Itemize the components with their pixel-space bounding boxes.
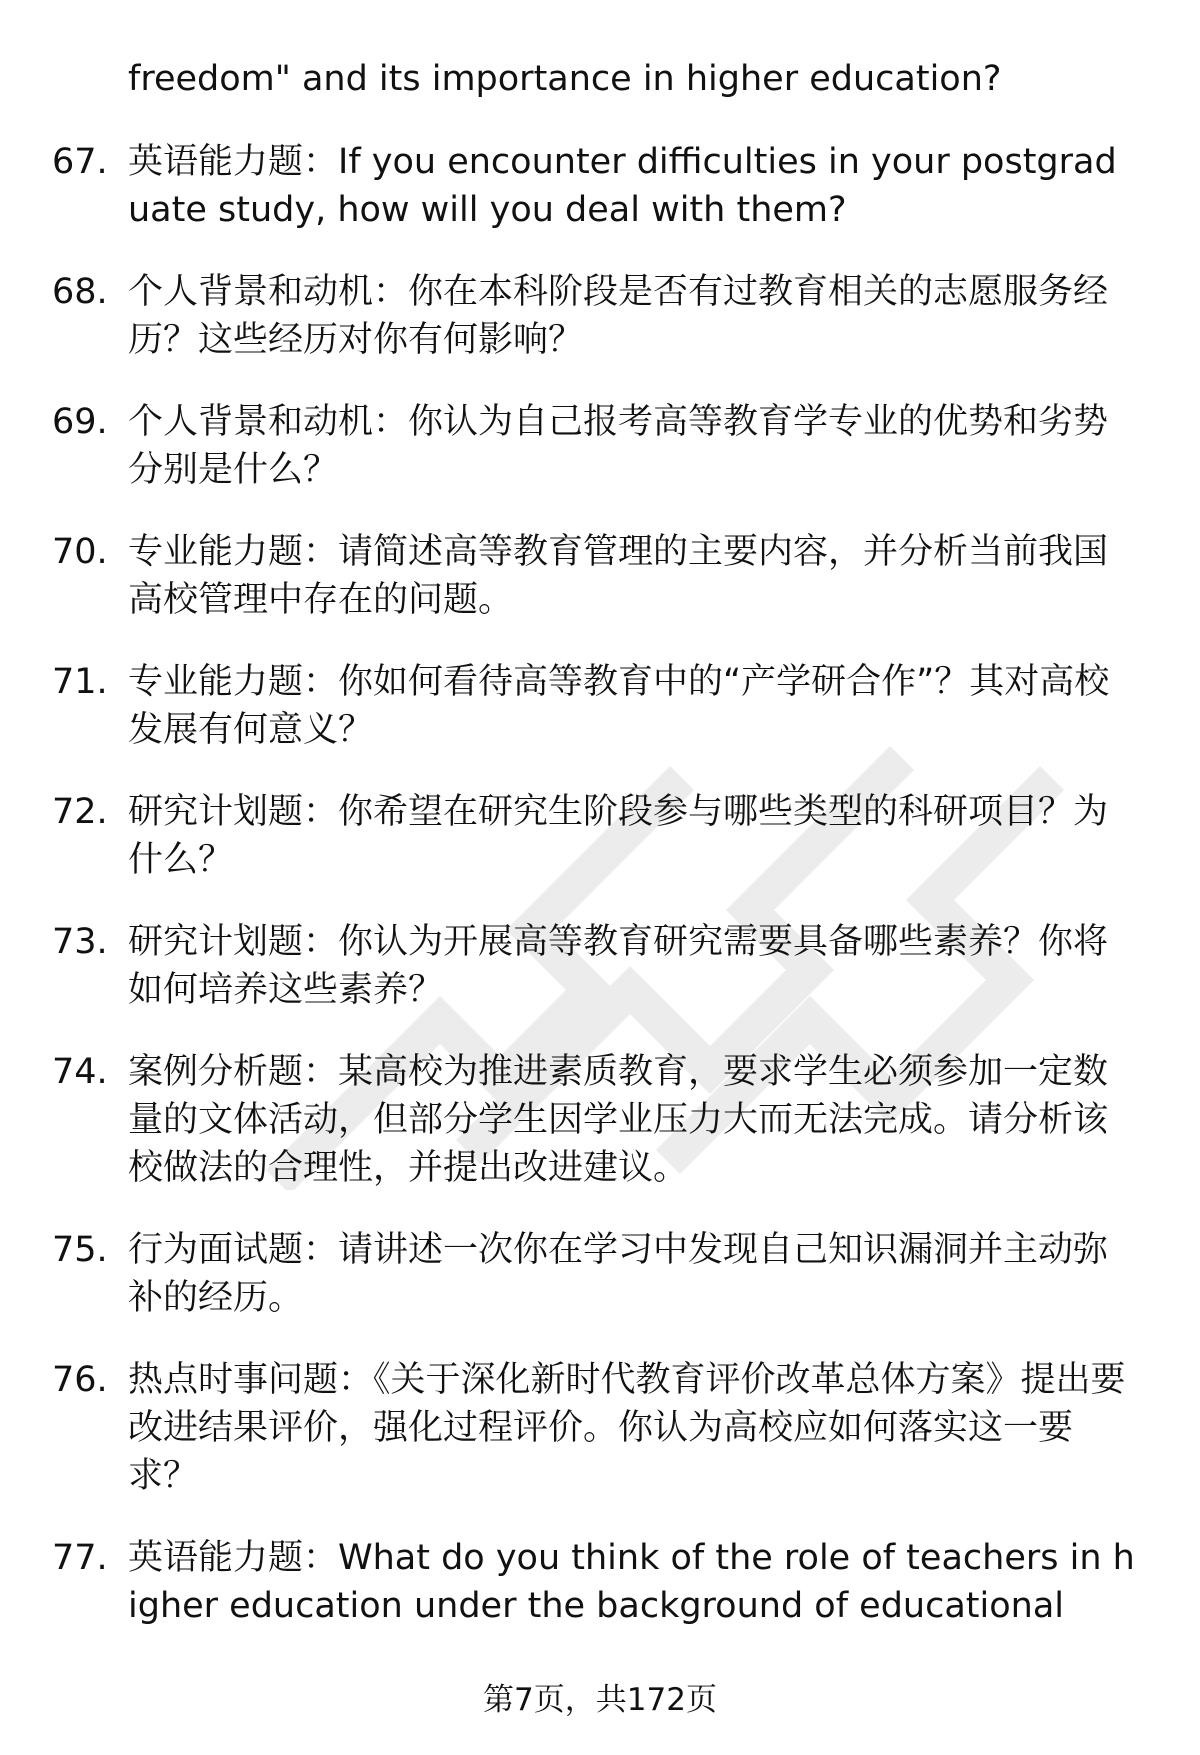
question-text: 研究计划题：你希望在研究生阶段参与哪些类型的科研项目？为什么？ (128, 792, 1109, 880)
question-item (0, 268, 1200, 364)
question-number: 69. (52, 402, 108, 442)
question-number: 70. (52, 532, 108, 572)
question-item (0, 138, 1200, 234)
continued-question-text: freedom" and its importance in higher education? (128, 59, 1002, 99)
question-number: 67. (52, 142, 108, 182)
question-item (0, 398, 1200, 494)
question-number: 77. (52, 1538, 108, 1578)
question-number: 72. (52, 792, 108, 832)
question-text: 案例分析题：某高校为推进素质教育，要求学生必须参加一定数量的文体活动，但部分学生因学业压力大而无法完成。请分析该校做法的合理性，并提出改进建议。 (128, 1052, 1109, 1188)
question-text: 热点时事问题：《关于深化新时代教育评价改革总体方案》提出要改进结果评价，强化过程评价。你认为高校应如何落实这一要求？ (128, 1360, 1126, 1496)
question-item (0, 1356, 1200, 1500)
question-item (0, 788, 1200, 884)
question-text: 专业能力题：你如何看待高等教育中的“产学研合作”？其对高校发展有何意义？ (128, 662, 1110, 750)
question-text: 英语能力题：What do you think of the role of teachers in higher education under the background of educational (128, 1538, 1135, 1626)
page-footer: 第7页，共172页 (483, 1682, 717, 1718)
question-number: 75. (52, 1230, 108, 1270)
question-number: 73. (52, 922, 108, 962)
question-item (0, 658, 1200, 754)
question-number: 68. (52, 272, 108, 312)
question-text: 专业能力题：请简述高等教育管理的主要内容，并分析当前我国高校管理中存在的问题。 (128, 532, 1109, 620)
question-text: 个人背景和动机：你在本科阶段是否有过教育相关的志愿服务经历？这些经历对你有何影响？ (128, 272, 1109, 360)
question-text: 研究计划题：你认为开展高等教育研究需要具备哪些素养？你将如何培养这些素养？ (128, 922, 1109, 1010)
question-text: 行为面试题：请讲述一次你在学习中发现自己知识漏洞并主动弥补的经历。 (128, 1230, 1109, 1318)
question-item (0, 1048, 1200, 1192)
question-item (0, 1226, 1200, 1322)
question-text: 个人背景和动机：你认为自己报考高等教育学专业的优势和劣势分别是什么？ (128, 402, 1109, 490)
question-number: 71. (52, 662, 108, 702)
question-number: 74. (52, 1052, 108, 1092)
question-item (0, 1534, 1200, 1630)
question-list (0, 138, 1200, 1664)
question-text: 英语能力题：If you encounter difficulties in your postgraduate study, how will you deal with them? (128, 142, 1117, 230)
question-item (0, 918, 1200, 1014)
question-item (0, 528, 1200, 624)
question-number: 76. (52, 1360, 108, 1400)
